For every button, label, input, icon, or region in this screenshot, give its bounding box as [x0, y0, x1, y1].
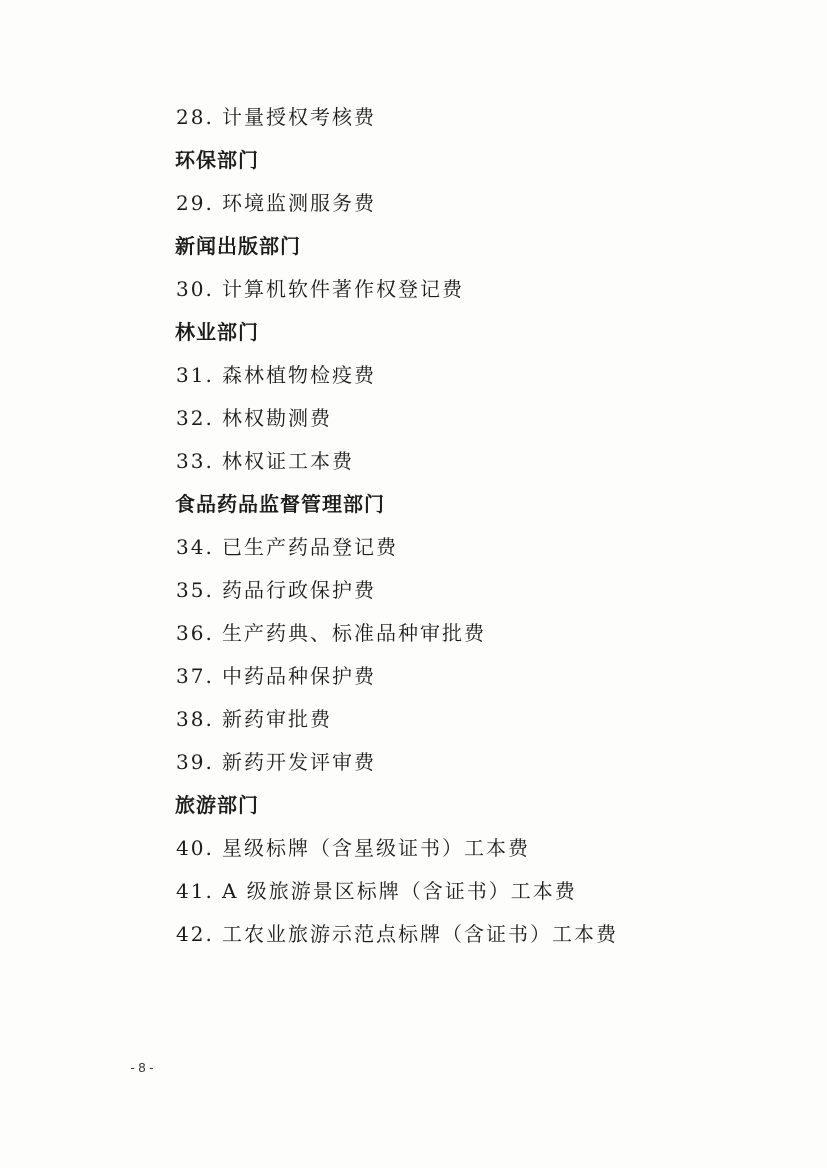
department-heading: 环保部门 — [175, 148, 259, 172]
item-number: 38. — [176, 707, 214, 731]
fee-item — [0, 526, 827, 569]
fee-item — [0, 440, 827, 483]
item-number: 42. — [176, 922, 214, 946]
item-text: 生产药典、标准品种审批费 — [222, 621, 486, 645]
fee-item — [0, 569, 827, 612]
item-number: 35. — [176, 578, 214, 602]
item-number: 37. — [176, 664, 214, 688]
item-text: 森林植物检疫费 — [222, 363, 376, 387]
fee-list — [0, 96, 827, 956]
fee-item — [0, 182, 827, 225]
item-text: 新药审批费 — [222, 707, 332, 731]
fee-item — [0, 268, 827, 311]
item-number: 39. — [176, 750, 214, 774]
department-heading: 新闻出版部门 — [175, 234, 301, 258]
item-number: 41. — [176, 879, 214, 903]
item-number: 31. — [176, 363, 214, 387]
fee-item — [0, 913, 827, 956]
item-text: 环境监测服务费 — [222, 191, 376, 215]
department-heading: 旅游部门 — [175, 793, 259, 817]
item-text: 已生产药品登记费 — [222, 535, 398, 559]
item-number: 28. — [176, 105, 214, 129]
department-heading: 林业部门 — [175, 320, 259, 344]
item-text: 计算机软件著作权登记费 — [222, 277, 464, 301]
fee-item — [0, 698, 827, 741]
item-text: 计量授权考核费 — [222, 105, 376, 129]
item-text: A 级旅游景区标牌（含证书）工本费 — [222, 879, 577, 903]
fee-item — [0, 741, 827, 784]
item-number: 29. — [176, 191, 214, 215]
item-text: 林权证工本费 — [222, 449, 354, 473]
item-number: 32. — [176, 406, 214, 430]
fee-item — [0, 655, 827, 698]
fee-item — [0, 870, 827, 913]
fee-item — [0, 397, 827, 440]
item-number: 36. — [176, 621, 214, 645]
item-text: 药品行政保护费 — [222, 578, 376, 602]
item-number: 33. — [176, 449, 214, 473]
department-heading: 食品药品监督管理部门 — [175, 492, 385, 516]
item-text: 工农业旅游示范点标牌（含证书）工本费 — [222, 922, 618, 946]
item-text: 新药开发评审费 — [222, 750, 376, 774]
page-number: - 8 - — [130, 1060, 154, 1075]
item-text: 星级标牌（含星级证书）工本费 — [222, 836, 530, 860]
item-number: 40. — [176, 836, 214, 860]
fee-item — [0, 96, 827, 139]
fee-item — [0, 612, 827, 655]
item-number: 34. — [176, 535, 214, 559]
item-number: 30. — [176, 277, 214, 301]
item-text: 林权勘测费 — [222, 406, 332, 430]
fee-item — [0, 827, 827, 870]
item-text: 中药品种保护费 — [222, 664, 376, 688]
fee-item — [0, 354, 827, 397]
